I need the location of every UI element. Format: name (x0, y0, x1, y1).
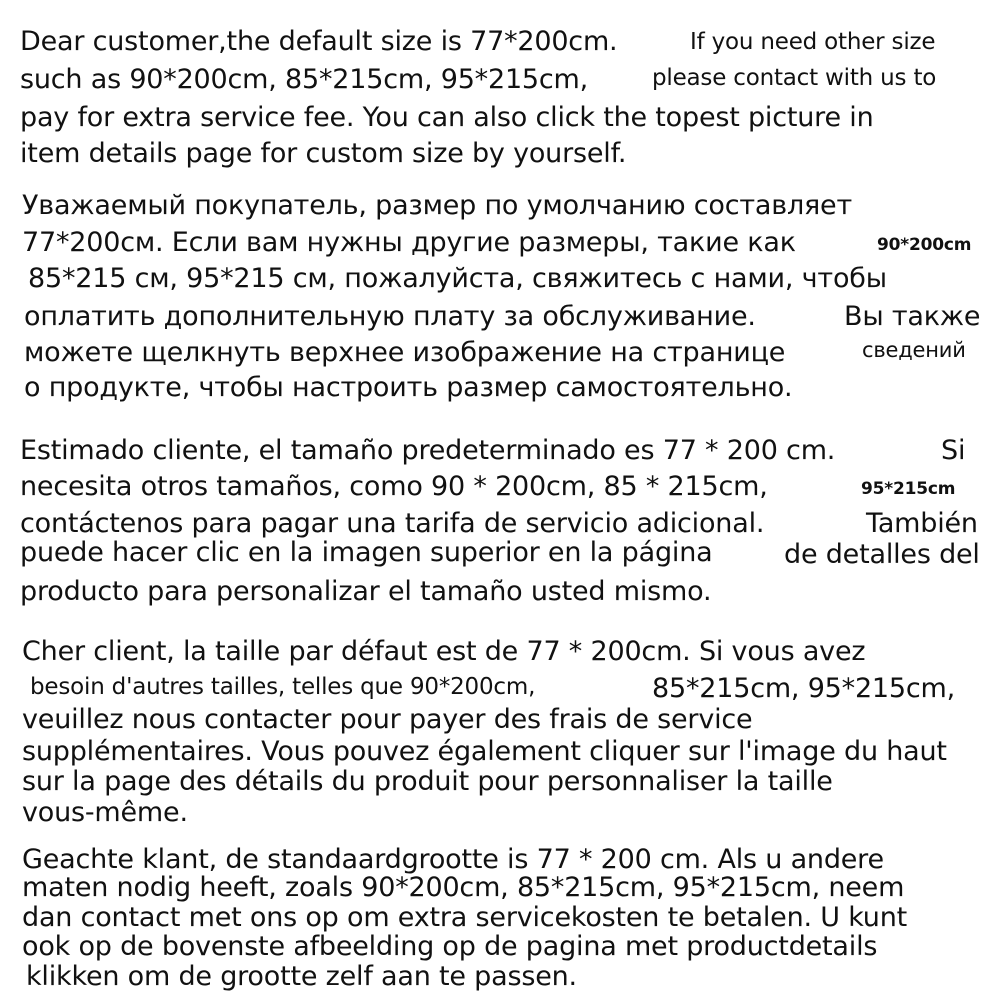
spanish-line-3-tail: También (866, 508, 978, 539)
russian-line-5: можете щелкнуть верхнее изображение на странице (24, 337, 786, 368)
french-line-1: Cher client, la taille par défaut est de 77 * 200cm. Si vous avez (22, 636, 866, 667)
russian-line-4: оплатить дополнительную плату за обслуживание. (24, 301, 756, 332)
spanish-line-4: puede hacer clic en la imagen superior en la página (20, 537, 713, 568)
russian-line-2: 77*200см. Если вам нужны другие размеры, такие как (22, 227, 796, 258)
english-line-2: such as 90*200cm, 85*215cm, 95*215cm, (20, 64, 589, 95)
english-line-4: item details page for custom size by yourself. (20, 138, 627, 169)
spanish-line-1: Estimado cliente, el tamaño predeterminado es 77 * 200 cm. (20, 435, 836, 466)
spanish-line-3: contáctenos para pagar una tarifa de servicio adicional. (20, 508, 765, 539)
spanish-line-2-tail: 95*215cm (861, 479, 956, 499)
russian-line-2-tail: 90*200cm (877, 235, 972, 255)
english-line-1-tail: If you need other size (690, 29, 936, 55)
spanish-line-4-tail: de detalles del (784, 539, 980, 570)
spanish-line-2: necesita otros tamaños, como 90 * 200cm, 85 * 215cm, (20, 471, 768, 502)
english-line-2-tail: please contact with us to (652, 65, 937, 91)
french-line-2-tail: 85*215cm, 95*215cm, (652, 673, 956, 704)
dutch-line-3: dan contact met ons op om extra servicekosten te betalen. U kunt (22, 902, 908, 933)
dutch-line-4: ook op de bovenste afbeelding op de pagina met productdetails (22, 931, 878, 962)
russian-line-1: Уважаемый покупатель, размер по умолчанию составляет (22, 190, 853, 221)
dutch-line-2: maten nodig heeft, zoals 90*200cm, 85*215cm, 95*215cm, neem (22, 872, 905, 903)
english-line-1: Dear customer,the default size is 77*200cm. (20, 26, 618, 57)
spanish-line-5: producto para personalizar el tamaño usted mismo. (20, 576, 712, 607)
french-line-5: sur la page des détails du produit pour personnaliser la taille (22, 766, 833, 797)
english-line-3: pay for extra service fee. You can also click the topest picture in (20, 102, 874, 133)
spanish-line-1-tail: Si (941, 435, 966, 466)
french-line-6: vous-même. (22, 797, 188, 828)
french-line-3: veuillez nous contacter pour payer des frais de service (22, 704, 753, 735)
dutch-line-1: Geachte klant, de standaardgrootte is 77 * 200 cm. Als u andere (22, 844, 884, 875)
french-line-2: besoin d'autres tailles, telles que 90*200cm, (30, 674, 536, 700)
russian-line-4-tail: Вы также (844, 301, 981, 332)
french-line-4: supplémentaires. Vous pouvez également cliquer sur l'image du haut (22, 736, 947, 767)
russian-line-6: о продукте, чтобы настроить размер самостоятельно. (24, 372, 793, 403)
dutch-line-5: klikken om de grootte zelf aan te passen. (26, 961, 577, 992)
russian-line-3: 85*215 см, 95*215 см, пожалуйста, свяжитесь с нами, чтобы (28, 263, 887, 294)
russian-line-5-tail: сведений (862, 338, 966, 362)
